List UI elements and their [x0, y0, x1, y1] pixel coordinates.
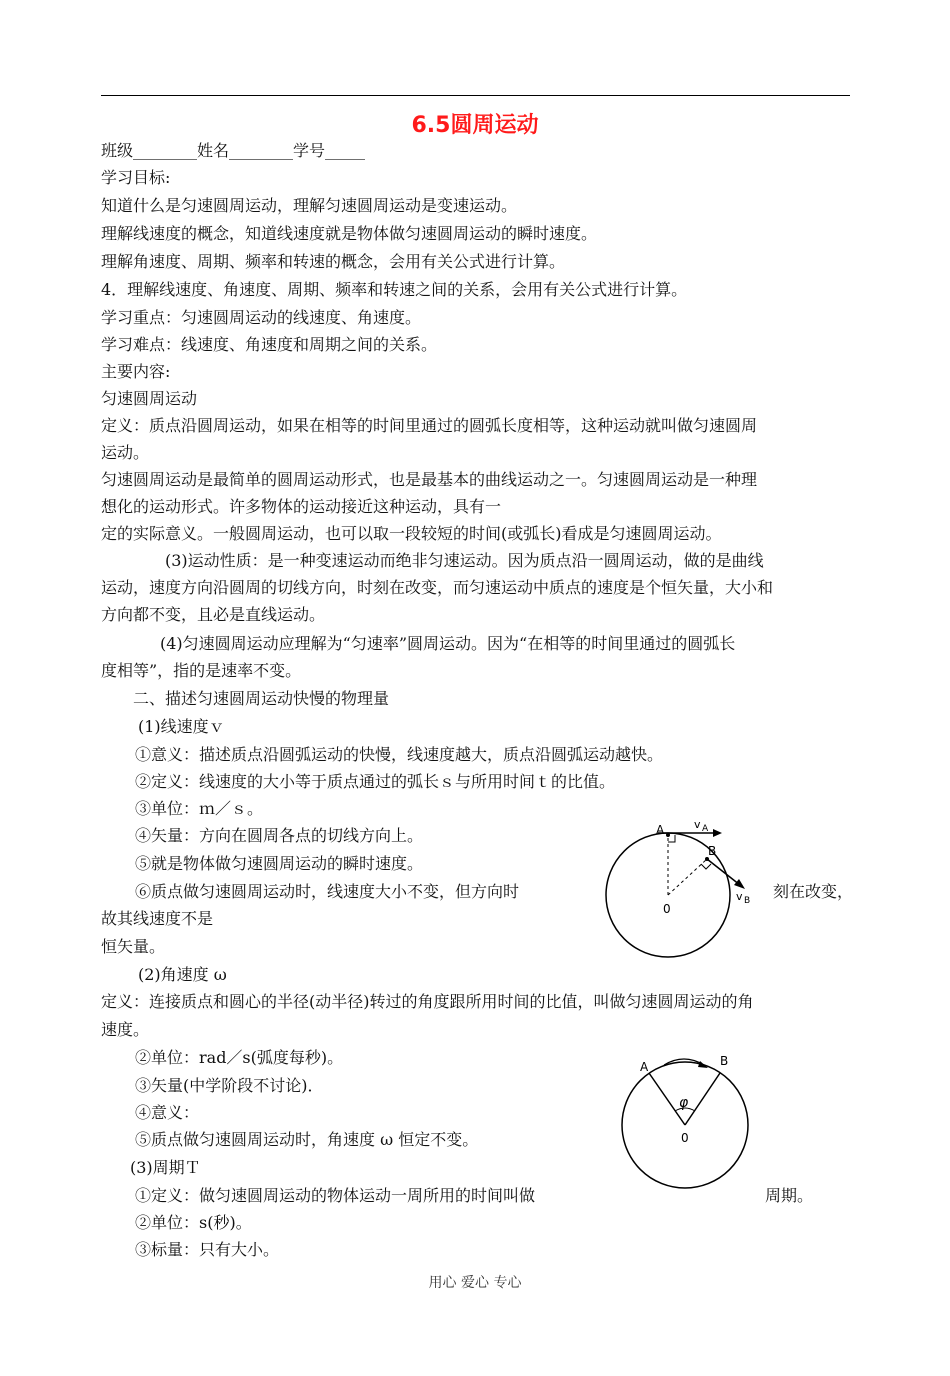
text-line: (2)角速度 ω	[138, 965, 227, 984]
text-line: 速度。	[101, 1020, 150, 1039]
point-a-label: A	[640, 1060, 649, 1074]
text-line: 运动。	[101, 443, 150, 462]
point-b-label: B	[708, 844, 717, 858]
header-rule	[101, 95, 850, 96]
text-line: 学习难点：线速度、角速度和周期之间的关系。	[101, 335, 438, 354]
text-line: ⑤就是物体做匀速圆周运动的瞬时速度。	[135, 854, 424, 873]
text-line: ①意义：描述质点沿圆弧运动的快慢，线速度越大，质点沿圆弧运动越快。	[135, 745, 664, 764]
text-line: 运动，速度方向沿圆周的切线方向，时刻在改变，而匀速运动中质点的速度是个恒矢量，大小和	[101, 578, 774, 597]
text-line: 学习重点：匀速圆周运动的线速度、角速度。	[101, 308, 422, 327]
text-line: ③标量：只有大小。	[135, 1240, 280, 1259]
text-line: 故其线速度不是	[101, 909, 214, 928]
text-line: 4．理解线速度、角速度、周期、频率和转速之间的关系，会用有关公式进行计算。	[101, 280, 688, 299]
page-title: 6.5圆周运动	[411, 113, 539, 138]
velocity-b-label: v	[736, 890, 743, 903]
text-line: ⑥质点做匀速圆周运动时，线速度大小不变，但方向时	[135, 882, 520, 901]
text-line: 理解线速度的概念，知道线速度就是物体做匀速圆周运动的瞬时速度。	[101, 224, 598, 243]
velocity-b-arrowhead	[734, 879, 745, 889]
velocity-b-arrow	[707, 859, 740, 885]
center-label: 0	[663, 902, 671, 916]
text-line: 主要内容:	[101, 362, 171, 381]
center-label: 0	[681, 1131, 689, 1145]
text-line: ②单位：s(秒)。	[135, 1213, 252, 1232]
velocity-b-subscript: B	[744, 896, 751, 906]
text-line: (3)运动性质：是一种变速运动而绝非匀速运动。因为质点沿一圆周运动，做的是曲线	[165, 551, 764, 570]
point-b-label: B	[720, 1054, 729, 1068]
angular-velocity-diagram	[612, 1045, 762, 1195]
text-line: 定义：质点沿圆周运动，如果在相等的时间里通过的圆弧长度相等，这种运动就叫做匀速圆周	[101, 416, 758, 435]
text-line: ⑤质点做匀速圆周运动时，角速度 ω 恒定不变。	[135, 1130, 479, 1149]
text-line: (1)线速度ｖ	[138, 717, 225, 736]
text-line: 刻在改变，	[773, 882, 854, 901]
text-line: 学习目标:	[101, 168, 171, 187]
text-line: 恒矢量。	[101, 937, 166, 956]
text-line: ①定义：做匀速圆周运动的物体运动一周所用的时间叫做	[135, 1186, 536, 1205]
text-line: ③单位：ｍ／ｓ。	[135, 799, 264, 818]
text-line: 周期。	[765, 1186, 814, 1205]
text-line: ④意义：	[135, 1103, 200, 1122]
angle-phi-label: φ	[679, 1095, 689, 1111]
linear-velocity-diagram	[600, 815, 770, 965]
text-line: 方向都不变，且必是直线运动。	[101, 605, 326, 624]
point-a-dot	[666, 833, 670, 837]
text-line: ④矢量：方向在圆周各点的切线方向上。	[135, 826, 424, 845]
velocity-a-arrowhead	[713, 829, 722, 837]
text-line: ②定义：线速度的大小等于质点通过的弧长ｓ与所用时间ｔ的比值。	[135, 772, 616, 791]
text-line: 想化的运动形式。许多物体的运动接近这种运动，具有一	[101, 497, 502, 516]
student-info-line: 班级________姓名________学号_____	[101, 141, 366, 160]
radius-ob	[685, 1073, 720, 1125]
page-footer: 用心 爱心 专心	[428, 1275, 522, 1291]
text-line: ②单位：rad／s(弧度每秒)。	[135, 1048, 344, 1067]
text-line: ③矢量(中学阶段不讨论)．	[135, 1076, 324, 1095]
text-line: 知道什么是匀速圆周运动，理解匀速圆周运动是变速运动。	[101, 196, 518, 215]
velocity-a-subscript: A	[702, 824, 709, 834]
text-line: (4)匀速圆周运动应理解为“匀速率”圆周运动。因为“在相等的时间里通过的圆弧长	[160, 634, 736, 653]
text-line: (3)周期Ｔ	[130, 1158, 201, 1177]
text-line: 定义：连接质点和圆心的半径(动半径)转过的角度跟所用时间的比值，叫做匀速圆周运动的角	[101, 992, 754, 1011]
section-heading: 二、描述匀速圆周运动快慢的物理量	[133, 689, 390, 708]
velocity-a-label: v	[694, 818, 701, 831]
point-a-label: A	[656, 823, 665, 837]
text-line: 定的实际意义。一般圆周运动，也可以取一段较短的时间(或弧长)看成是匀速圆周运动。	[101, 524, 722, 543]
text-line: 匀速圆周运动是最简单的圆周运动形式，也是最基本的曲线运动之一。匀速圆周运动是一种理	[101, 470, 758, 489]
text-line: 度相等”，指的是速率不变。	[101, 661, 302, 680]
text-line: 理解角速度、周期、频率和转速的概念，会用有关公式进行计算。	[101, 252, 566, 271]
right-angle-mark-b	[701, 864, 711, 869]
text-line: 匀速圆周运动	[101, 389, 198, 408]
